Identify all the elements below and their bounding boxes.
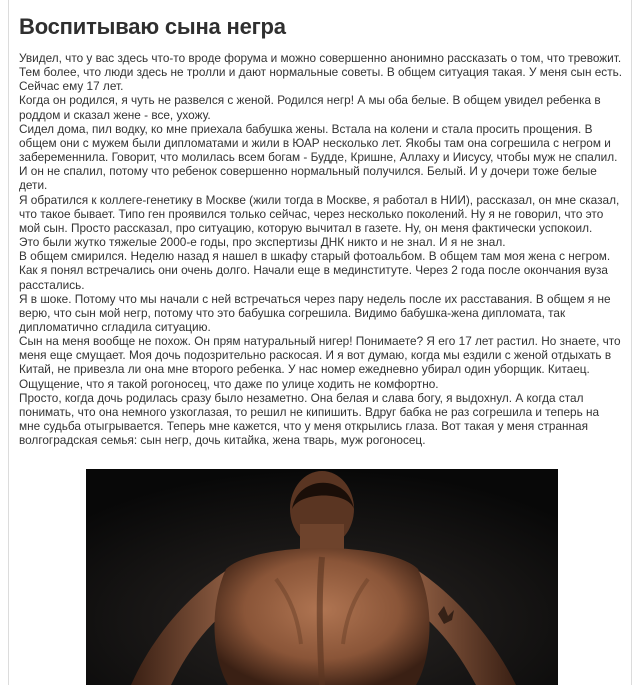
article-paragraph: Я в шоке. Потому что мы начали с ней встречаться через пару недель после их расставания. В общем я не верю, что сын мой негр, потому что это бабушка согрешила. Видимо бабушка-жена дипломата, так дипломатично сгладила ситуацию. xyxy=(19,291,611,334)
article-paragraph: Ощущение, что я такой рогоносец, что даже по улице ходить не комфортно. xyxy=(19,376,439,391)
article-paragraph: Сын на меня вообще не похож. Он прям натуральный нигер! Понимаете? Я его 17 лет растил. Но знаете, что меня еще смущает. Моя дочь подозрительно раскосая. И я вот думаю, когда мы ездили с женой отдыхать в Китай, не привезла ли она мне второго ребенка. У нас номер ежедневно убирал один уборщик. Китаец. xyxy=(19,334,621,377)
article-paragraph: Увидел, что у вас здесь что-то вроде форума и можно совершенно анонимно рассказать о том, что тревожит. Тем более, что люди здесь не тролли и дают нормальные советы. В общем ситуация такая. У меня сын есть. Сейчас ему 17 лет. xyxy=(19,51,623,94)
article-paragraph: Просто, когда дочь родилась сразу было незаметно. Она белая и слава богу, я выдохнул. А когда стал понимать, что она немного узкоглазая, то решил не кипишить. Вдруг бабка не раз согрешила и теперь на мне судьба отыгрывается. Теперь мне кажется, что у меня открылись глаза. Вот такая у меня странная волгоградская семья: сын негр, дочь китайка, жена тварь, муж рогоносец. xyxy=(19,390,600,448)
article-paragraph: В общем смирился. Неделю назад я нашел в шкафу старый фотоальбом. В общем там моя жена с негром. Как я понял встречались они очень долго. Начали еще в мединституте. Через 2 года после окончания вуза расстались. xyxy=(19,249,611,292)
article-page xyxy=(8,0,632,685)
article-paragraph: Я обратился к коллеге-генетику в Москве (жили тогда в Москве, я работал в НИИ), рассказал, он мне сказал, что такое бывает. Типо ген проявился только сейчас, через несколько поколений. Ну я не говорил, что это мой сын. Просто рассказал, про ситуацию, которую вычитал в газете. Ну, он меня фактически успокоил. xyxy=(19,192,620,235)
shirtless-man-back-photo-icon xyxy=(86,469,558,685)
article-photo xyxy=(86,469,558,685)
page-title: Воспитываю сына негра xyxy=(19,14,286,39)
article-paragraph: Сидел дома, пил водку, ко мне приехала бабушка жены. Встала на колени и стала просить прощения. В общем они с мужем были дипломатами и жили в ЮАР несколько лет. Якобы там она согрешила с негром и забеременнила. Говорит, что молилась всем богам - Будде, Кришне, Аллаху и Иисусу, чтобы муж не спалил. И он не спалил, потому что ребенок совершенно нормальный получился. Белый. И у дочери тоже белые дети. xyxy=(19,121,618,193)
article-paragraph: Когда он родился, я чуть не развелся с женой. Родился негр! А мы оба белые. В общем увидел ребенка в роддом и сказал жене - все, ухожу. xyxy=(19,93,601,122)
article-paragraph: Это были жутко тяжелые 2000-е годы, про экспертизы ДНК никто и не знал. И я не знал. xyxy=(19,235,506,250)
article-body xyxy=(19,51,623,447)
